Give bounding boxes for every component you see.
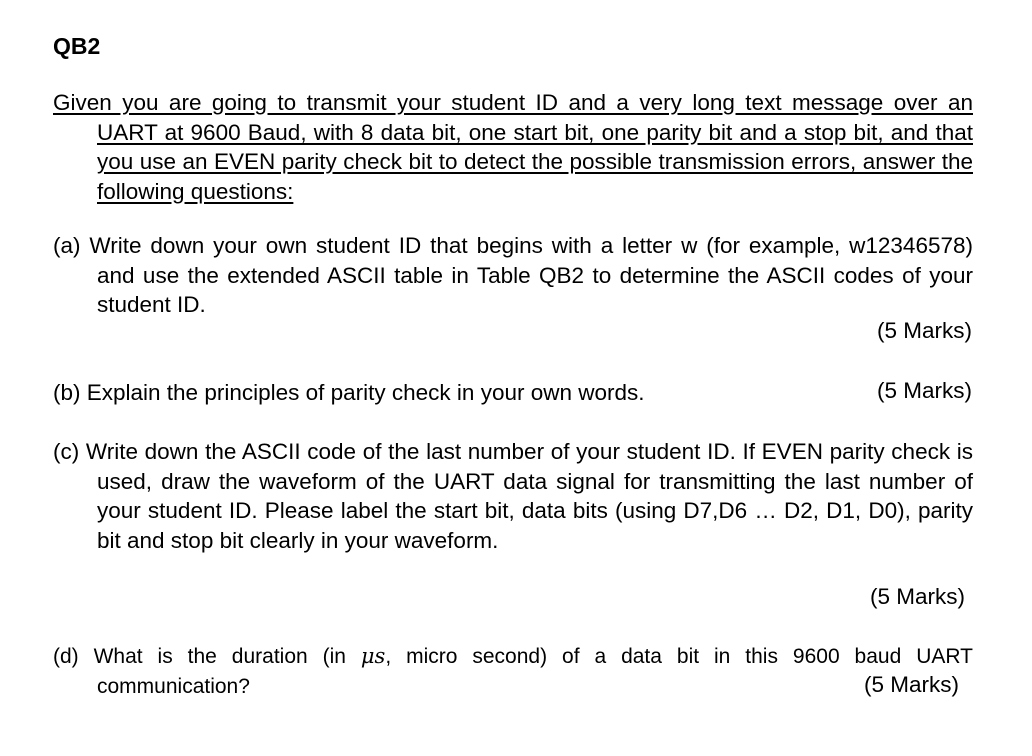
marks-d: (5 Marks) <box>864 672 959 697</box>
marks-b: (5 Marks) <box>877 378 972 403</box>
marks-a: (5 Marks) <box>877 318 972 343</box>
question-d <box>53 642 973 701</box>
question-heading: QB2 <box>53 33 101 59</box>
question-b: (b) Explain the principles of parity check in your own words. <box>53 380 645 405</box>
question-a: (a) Write down your own student ID that begins with a letter w (for example, w12346578) and use the extended ASCII table in Table QB2 to determine the ASCII codes of your student ID. <box>53 233 973 317</box>
question-d-text-after: , micro second) of a data bit in this 9600 baud UART communication? <box>97 645 973 698</box>
micro-second-unit: μs <box>360 644 386 668</box>
question-intro: Given you are going to transmit your student ID and a very long text message over an UART at 9600 Baud, with 8 data bit, one start bit, one parity bit and a stop bit, and that you use an EVEN parity check bit to detect the possible transmission errors, answer the following questions: <box>53 90 973 204</box>
question-c: (c) Write down the ASCII code of the last number of your student ID. If EVEN parity check is used, draw the waveform of the UART data signal for transmitting the last number of your student ID. Please label the start bit, data bits (using D7,D6 … D2, D1, D0), parity bit and stop bit clearly in your waveform. <box>53 439 973 553</box>
question-d-text-before: (d) What is the duration (in <box>53 645 361 668</box>
marks-c: (5 Marks) <box>870 584 965 609</box>
